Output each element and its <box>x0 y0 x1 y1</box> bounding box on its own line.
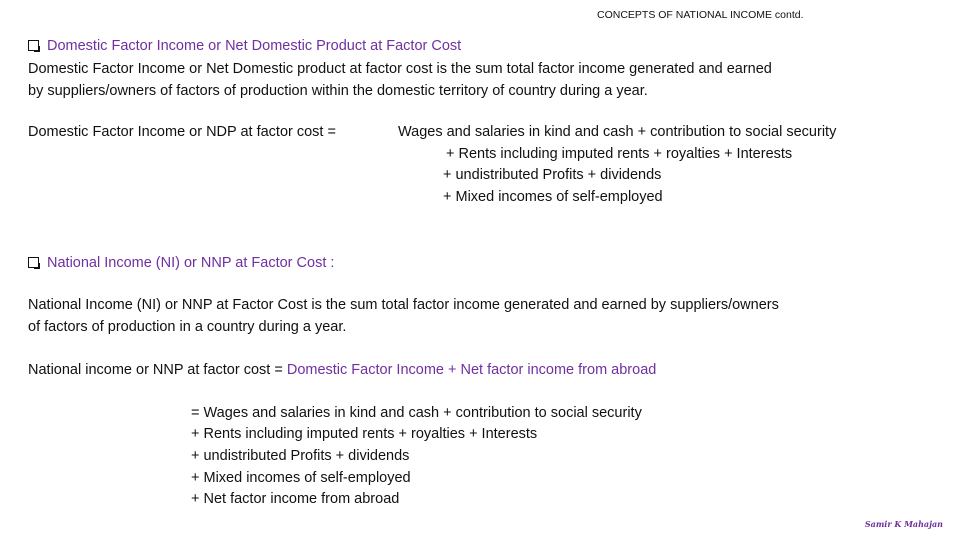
section2-heading-row <box>28 255 334 271</box>
checkbox-bullet-icon <box>28 257 39 268</box>
section2-definition-line1: National Income (NI) or NNP at Factor Cost is the sum total factor income generated and earned by suppliers/owners <box>28 297 779 313</box>
section1-formula-label: Domestic Factor Income or NDP at factor cost = <box>28 124 336 140</box>
section1-formula-line: + undistributed Profits + dividends <box>443 167 662 183</box>
section2-expansion-line: + Mixed incomes of self-employed <box>191 470 411 486</box>
section2-definition-line2: of factors of production in a country during a year. <box>28 319 347 335</box>
section1-heading: Domestic Factor Income or Net Domestic Product at Factor Cost <box>47 38 462 54</box>
author-signature: Samir K Mahajan <box>864 519 943 529</box>
section1-definition-line1: Domestic Factor Income or Net Domestic product at factor cost is the sum total factor income generated and earned <box>28 61 772 77</box>
section1-formula-line: + Mixed incomes of self-employed <box>443 189 663 205</box>
section1-definition-line2: by suppliers/owners of factors of production within the domestic territory of country during a year. <box>28 83 648 99</box>
section2-formula-label: National income or NNP at factor cost = <box>28 362 287 378</box>
section1-formula-line: + Rents including imputed rents + royalties + Interests <box>446 146 793 162</box>
section2-expansion-line: + Net factor income from abroad <box>191 491 400 507</box>
section1-heading-row <box>28 38 461 54</box>
section2-formula <box>28 362 656 378</box>
section1-formula-line: Wages and salaries in kind and cash + contribution to social security <box>398 124 837 140</box>
section2-expansion-line: + undistributed Profits + dividends <box>191 448 410 464</box>
section2-expansion-line: + Rents including imputed rents + royalties + Interests <box>191 426 538 442</box>
section2-heading: National Income (NI) or NNP at Factor Cost : <box>47 255 335 271</box>
slide-title: CONCEPTS OF NATIONAL INCOME contd. <box>597 9 804 21</box>
section2-formula-rhs: Domestic Factor Income + Net factor income from abroad <box>286 362 657 378</box>
section2-expansion-line: = Wages and salaries in kind and cash + contribution to social security <box>191 405 642 421</box>
checkbox-bullet-icon <box>28 40 39 51</box>
